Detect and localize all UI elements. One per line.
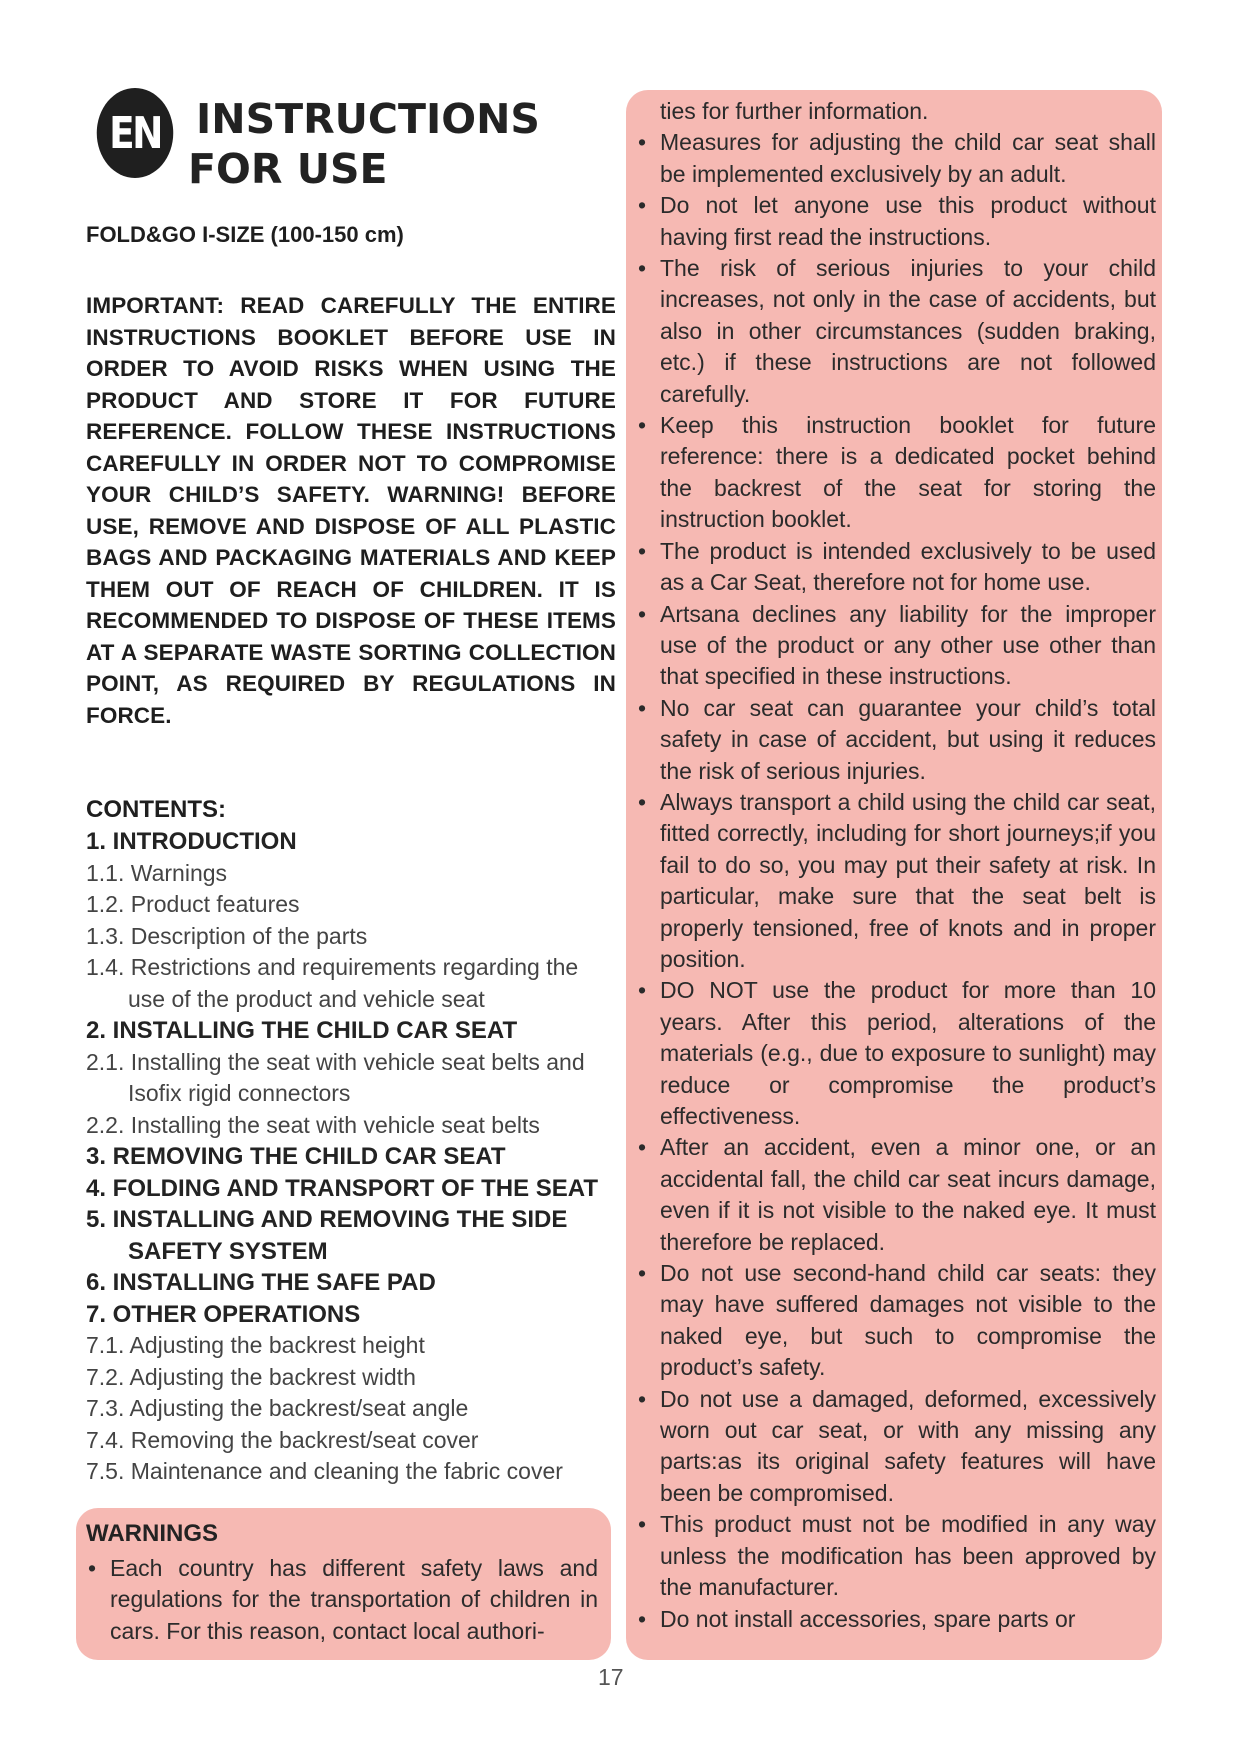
toc-section: 2. INSTALLING THE CHILD CAR SEAT [86,1017,518,1044]
warnings-list-left [86,1553,598,1647]
toc-subsection: 7.5. Maintenance and cleaning the fabric cover [86,1458,563,1484]
warnings-heading: WARNINGS [86,1520,218,1547]
warning-item: • Keep this instruction booklet for future reference: there is a dedicated pocket behind the backrest of the seat for storing the instruction booklet. [638,412,1156,533]
model-name: FOLD&GO I-SIZE (100-150 cm) [86,222,404,247]
warning-item: • Do not use a damaged, deformed, excessively worn out car seat, or with any missing any parts:as its original safety features will have been be compromised. [638,1385,1156,1506]
warning-continuation: ties for further information. [660,98,929,124]
warning-item: • DO NOT use the product for more than 10 years. After this period, alterations of the materials (e.g., due to exposure to sunlight) may reduce or compromise the product’s effectiveness. [638,977,1156,1129]
language-badge: EN [97,88,174,178]
warning-item: • The risk of serious injuries to your child increases, not only in the case of accidents, but also in other circumstances (sudden braking, etc.) if these instructions are not followed carefully. [638,255,1156,407]
warning-item: • Artsana declines any liability for the improper use of the product or any other use other than that specified in these instructions. [638,600,1156,690]
toc-section: 4. FOLDING AND TRANSPORT OF THE SEAT [86,1174,599,1202]
toc-subsection: 2.1. Installing the seat with vehicle seat belts and Isofix rigid connectors [86,1048,585,1106]
warning-item: • The product is intended exclusively to be used as a Car Seat, therefore not for home use. [638,537,1156,596]
toc-section: 6. INSTALLING THE SAFE PAD [86,1269,436,1296]
title-line-2: FOR USE [188,145,388,193]
warning-item: • This product must not be modified in any way unless the modification has been approved by the manufacturer. [638,1511,1156,1601]
toc-subsection: 7.4. Removing the backrest/seat cover [86,1426,479,1453]
warning-item: • Each country has different safety laws and regulations for the transportation of children in cars. For this reason, contact local authori- [88,1555,598,1644]
toc-subsection: 1.1. Warnings [86,859,228,886]
warning-item: • Do not install accessories, spare parts or [638,1605,1076,1632]
toc-section: 5. INSTALLING AND REMOVING THE SIDE SAFETY SYSTEM [86,1206,568,1265]
toc-subsection: 2.2. Installing the seat with vehicle seat belts [86,1111,540,1138]
toc-subsection: 7.2. Adjusting the backrest width [86,1363,416,1390]
toc-section: 7. OTHER OPERATIONS [86,1300,361,1328]
warning-item: • Measures for adjusting the child car seat shall be implemented exclusively by an adult. [638,129,1156,187]
warning-item: • After an accident, even a minor one, or an accidental fall, the child car seat incurs damage, even if it is not visible to the naked eye. It must therefore be replaced. [638,1134,1156,1255]
warning-item: • Do not let anyone use this product without having first read the instructions. [638,192,1156,250]
page-number: 17 [598,1664,624,1690]
important-notice: IMPORTANT: READ CAREFULLY THE ENTIRE INSTRUCTIONS BOOKLET BEFORE USE IN ORDER TO AVOID RISKS WHEN USING THE PRODUCT AND STORE IT FOR FUTURE REFERENCE. FOLLOW THESE INSTRUCTIONS CAREFULLY IN ORDER NOT TO COMPROMISE YOUR CHILD’S SAFETY. WARNING! BEFORE USE, REMOVE AND DISPOSE OF ALL PLASTIC BAGS AND PACKAGING MATERIALS AND KEEP THEM OUT OF REACH OF CHILDREN. IT IS RECOMMENDED TO DISPOSE OF THESE ITEMS AT A SEPARATE WASTE SORTING COLLECTION POINT, AS REQUIRED BY REGULATIONS IN FORCE. [86,293,616,728]
warning-item: • Do not use second-hand child car seats: they may have suffered damages not visible to the naked eye, but such to compromise the product’s safety. [638,1260,1156,1381]
table-of-contents [86,826,616,1488]
warning-item: • No car seat can guarantee your child’s total safety in case of accident, but using it reduces the risk of serious injuries. [638,694,1156,784]
page-title [188,94,540,194]
warning-item: • Always transport a child using the child car seat, fitted correctly, including for short journeys;if you fail to do so, you may put their safety at risk. In particular, make sure that the seat belt is properly tensioned, free of knots and in proper position. [638,788,1156,972]
warnings-list-right [636,96,1156,1635]
title-line-1: INSTRUCTIONS [196,95,540,143]
toc-subsection: 7.3. Adjusting the backrest/seat angle [86,1395,469,1421]
toc-section: 1. INTRODUCTION [86,828,297,855]
toc-section: 3. REMOVING THE CHILD CAR SEAT [86,1143,506,1170]
toc-subsection: 1.2. Product features [86,891,300,917]
toc-subsection: 7.1. Adjusting the backrest height [86,1332,425,1358]
toc-subsection: 1.4. Restrictions and requirements regarding the use of the product and vehicle seat [86,954,579,1012]
warnings-bullets [636,127,1156,1635]
toc-subsection: 1.3. Description of the parts [86,922,368,949]
contents-heading: CONTENTS: [86,796,226,823]
